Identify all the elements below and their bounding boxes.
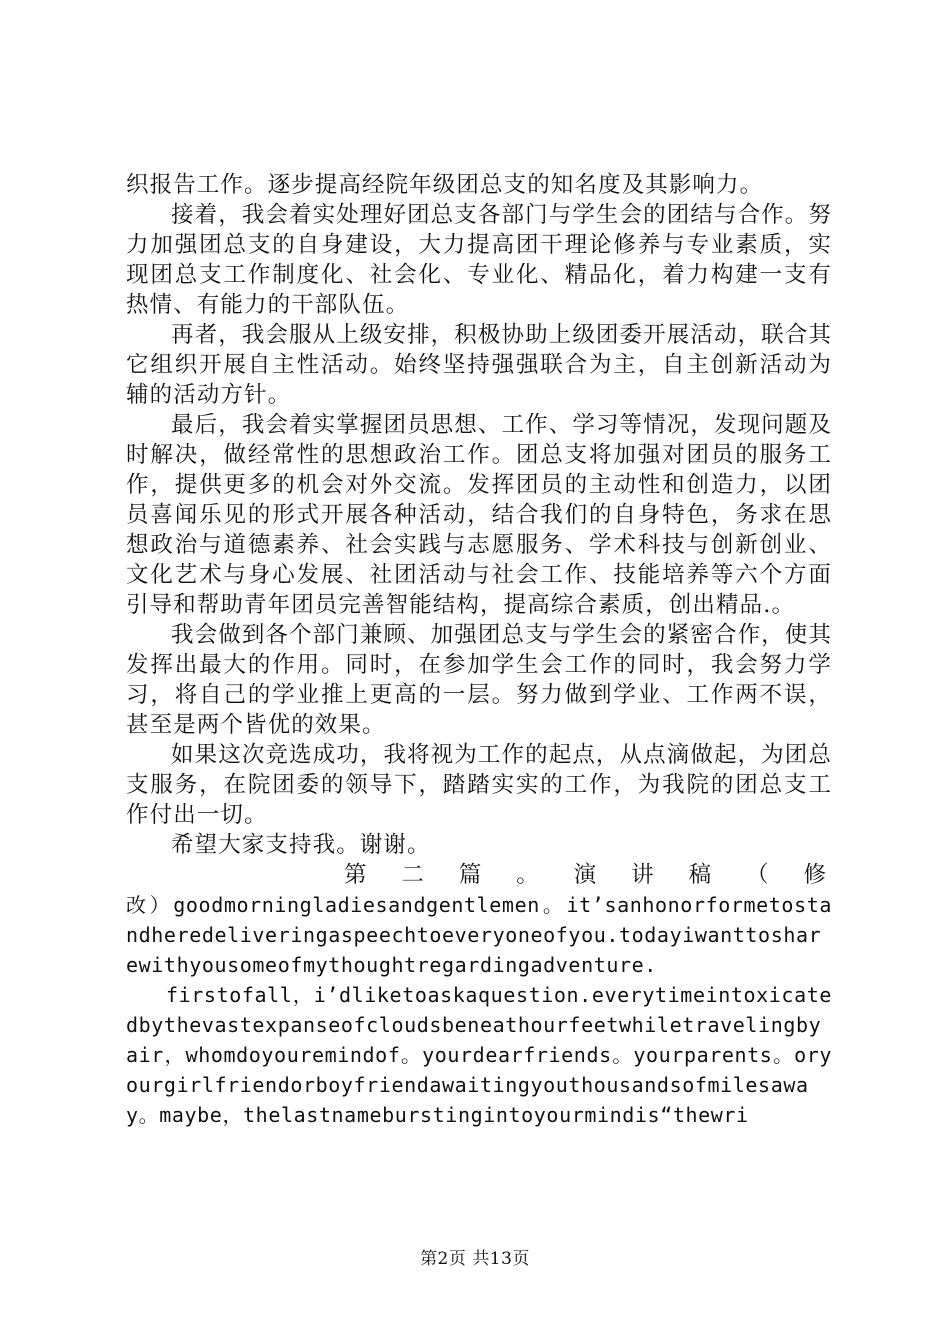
- paragraph-3: 再者，我会服从上级安排，积极协助上级团委开展活动，联合其它组织开展自主性活动。始终坚持强强联合为主，自主创新活动为辅的活动方针。: [126, 322, 832, 408]
- paragraph-1: 织报告工作。逐步提高经院年级团总支的知名度及其影响力。: [126, 172, 764, 198]
- section-heading: 第二篇。演讲稿（修: [344, 862, 832, 888]
- paragraph-2: 接着，我会着实处理好团总支各部门与学生会的团结与合作。努力加强团总支的自身建设，大力提高团干理论修养与专业素质，实现团总支工作制度化、社会化、专业化、精品化，着力构建一支有热情、有能力的干部队伍。: [126, 202, 832, 318]
- paragraph-4: 最后，我会着实掌握团员思想、工作、学习等情况，发现问题及时解决，做经常性的思想政治工作。团总支将加强对团员的服务工作，提供更多的机会对外交流。发挥团员的主动性和创造力，以团员喜闻乐见的形式开展各种活动，结合我们的自身特色，务求在思想政治与道德素养、社会实践与志愿服务、学术科技与创新创业、文化艺术与身心发展、社团活动与社会工作、技能培养等六个方面引导和帮助青年团员完善智能结构，提高综合素质，创出精品.。: [126, 412, 832, 618]
- paragraph-7: 希望大家支持我。谢谢。: [171, 832, 431, 858]
- section-heading-continuation: 改）goodmorningladiesandgentlemen。it’sanhonorformetostandheredeliveringaspeechtoeveryoneofyou.todayiwanttosharewithyousomeofmythoughtregardingadventure.: [126, 893, 832, 977]
- document-body: [126, 170, 832, 1130]
- page-footer: 第2页 共13页: [420, 1249, 530, 1269]
- english-paragraph: firstofall，i’dliketoaskaquestion.everytimeintoxicatedbythevastexpanseofcloudsbeneathourfeetwhiletravelingbyair，whomdoyouremindof。yourdearfriends。yourparents。oryourgirlfriendorboyfriendawaitingyouthousandsofmilesaway。maybe，thelastnameburstingintoyourmindis“thewri: [126, 983, 832, 1127]
- paragraph-6: 如果这次竞选成功，我将视为工作的起点，从点滴做起，为团总支服务，在院团委的领导下，踏踏实实的工作，为我院的团总支工作付出一切。: [126, 742, 832, 828]
- paragraph-5: 我会做到各个部门兼顾、加强团总支与学生会的紧密合作，使其发挥出最大的作用。同时，在参加学生会工作的同时，我会努力学习，将自己的学业推上更高的一层。努力做到学业、工作两不误，甚至是两个皆优的效果。: [126, 622, 832, 738]
